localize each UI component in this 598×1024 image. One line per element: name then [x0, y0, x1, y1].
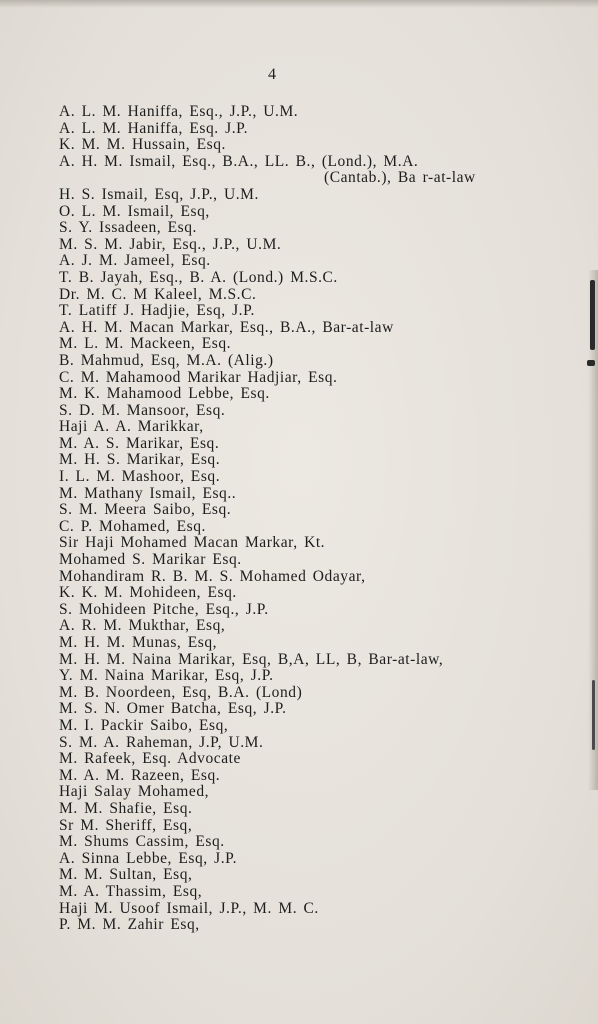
list-entry: S. M. A. Raheman, J.P, U.M.: [59, 733, 264, 751]
list-entry: M. S. M. Jabir, Esq., J.P., U.M.: [59, 235, 282, 253]
list-entry: S. Mohideen Pitche, Esq., J.P.: [59, 600, 269, 618]
page-top-edge: [0, 0, 598, 8]
list-entry: M. B. Noordeen, Esq, B.A. (Lond): [59, 683, 303, 701]
list-entry: S. M. Meera Saibo, Esq.: [59, 501, 232, 519]
list-entry: Y. M. Naina Marikar, Esq, J.P.: [59, 667, 274, 685]
list-entry: M. Shums Cassim, Esq.: [59, 833, 225, 851]
list-entry: A. H. M. Ismail, Esq., B.A., LL. B., (Lond.), M.A.: [59, 152, 419, 170]
list-entry: K. K. M. Mohideen, Esq.: [59, 584, 237, 602]
list-entry: A. J. M. Jameel, Esq.: [59, 252, 211, 270]
binding-mark: [587, 360, 595, 366]
list-entry: M. M. Shafie, Esq.: [59, 799, 193, 817]
list-entry: Sr M. Sheriff, Esq,: [59, 816, 193, 834]
list-entry: I. L. M. Mashoor, Esq.: [59, 468, 221, 486]
list-entry: Sir Haji Mohamed Macan Markar, Kt.: [59, 534, 326, 552]
list-entry: M. H. M. Naina Marikar, Esq, B,A, LL, B, Bar-at-law,: [59, 650, 444, 668]
list-entry: M. A. S. Marikar, Esq.: [59, 434, 220, 452]
list-entry: B. Mahmud, Esq, M.A. (Alig.): [59, 351, 274, 369]
list-entry: Dr. M. C. M Kaleel, M.S.C.: [59, 285, 257, 303]
list-entry: M. H. M. Munas, Esq,: [59, 634, 218, 651]
binding-mark: [592, 680, 595, 750]
list-entry: M. Rafeek, Esq. Advocate: [59, 750, 241, 768]
list-entry: A. Sinna Lebbe, Esq, J.P.: [59, 849, 238, 867]
list-entry: A. H. M. Macan Markar, Esq., B.A., Bar-at-law: [59, 318, 394, 336]
list-entry: T. B. Jayah, Esq., B. A. (Lond.) M.S.C.: [59, 268, 338, 286]
list-entry: O. L. M. Ismail, Esq,: [59, 202, 210, 220]
list-entry: Haji A. A. Marikkar,: [59, 418, 204, 436]
list-entry: A. L. M. Haniffa, Esq. J.P.: [59, 119, 249, 137]
list-entry: M. I. Packir Saibo, Esq,: [59, 716, 229, 734]
name-list: [59, 104, 559, 934]
list-entry: C. M. Mahamood Marikar Hadjiar, Esq.: [59, 368, 338, 386]
list-entry: K. M. M. Hussain, Esq.: [59, 136, 226, 154]
list-entry: Haji M. Usoof Ismail, J.P., M. M. C.: [59, 899, 319, 917]
list-entry: M. S. N. Omer Batcha, Esq, J.P.: [59, 700, 287, 718]
list-entry-continuation: (Cantab.), Ba r-at-law: [324, 169, 476, 187]
list-entry: M. A. M. Razeen, Esq.: [59, 766, 221, 784]
list-entry: M. M. Sultan, Esq,: [59, 866, 193, 884]
list-entry: Mohamed S. Marikar Esq.: [59, 551, 242, 569]
list-entry: P. M. M. Zahir Esq,: [59, 916, 200, 934]
list-entry: M. A. Thassim, Esq,: [59, 882, 203, 900]
list-entry: T. Latiff J. Hadjie, Esq, J.P.: [59, 302, 255, 320]
list-entry: Haji Salay Mohamed,: [59, 783, 210, 801]
page-number: 4: [268, 66, 276, 83]
list-entry: A. R. M. Mukthar, Esq,: [59, 617, 226, 635]
list-entry: H. S. Ismail, Esq, J.P., U.M.: [59, 185, 259, 203]
binding-mark: [590, 280, 595, 350]
torn-binding-edge: [580, 270, 598, 790]
list-entry: C. P. Mohamed, Esq.: [59, 517, 206, 535]
list-entry: S. D. M. Mansoor, Esq.: [59, 401, 226, 419]
list-entry: M. L. M. Mackeen, Esq.: [59, 335, 232, 353]
list-entry: M. Mathany Ismail, Esq..: [59, 484, 237, 502]
list-entry: S. Y. Issadeen, Esq.: [59, 219, 197, 237]
list-entry: Mohandiram R. B. M. S. Mohamed Odayar,: [59, 567, 366, 585]
list-entry: M. K. Mahamood Lebbe, Esq.: [59, 385, 270, 403]
list-entry: A. L. M. Haniffa, Esq., J.P., U.M.: [59, 103, 299, 120]
list-entry: M. H. S. Marikar, Esq.: [59, 451, 221, 469]
